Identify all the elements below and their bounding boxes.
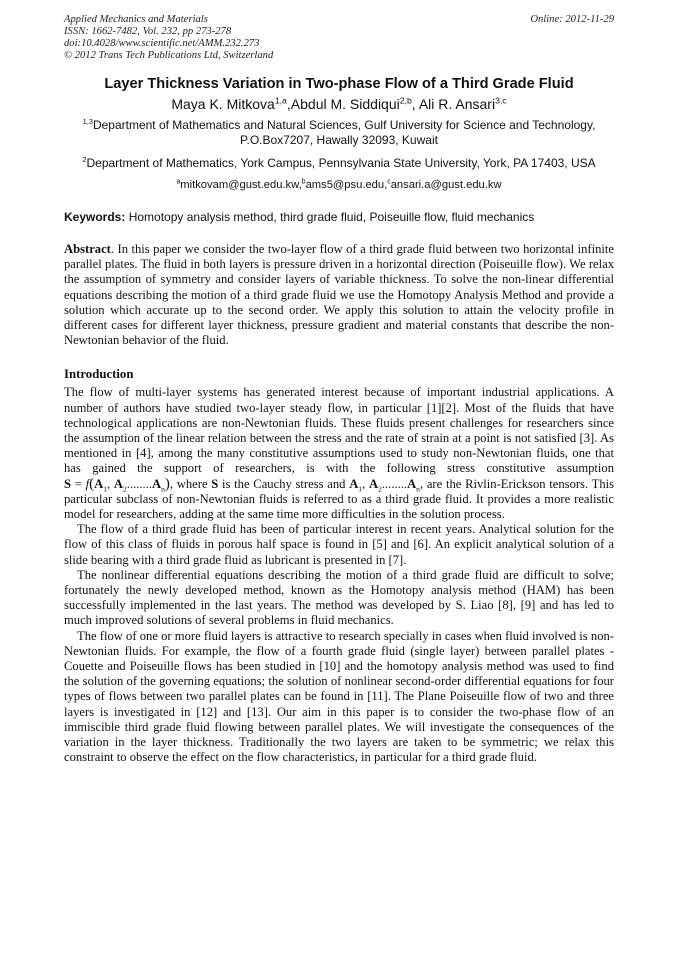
- author-name: Abdul M. Siddiqui: [290, 96, 400, 112]
- constitutive-equation: [64, 475, 170, 494]
- keywords-label: Keywords:: [64, 210, 126, 224]
- paragraph-text: , where: [169, 476, 212, 491]
- paper-page: [64, 14, 614, 766]
- math-operator: ........: [381, 476, 408, 491]
- email-mark: c: [387, 178, 391, 186]
- author-affiliation-mark: 2,b: [399, 95, 412, 106]
- abstract: [64, 242, 614, 348]
- email-mark: a: [176, 178, 181, 186]
- intro-paragraph-1: [64, 385, 614, 522]
- abstract-label: Abstract: [64, 242, 111, 256]
- online-date: Online: 2012-11-29: [530, 14, 614, 25]
- email-mark: b: [301, 178, 306, 186]
- math-subscript: 1: [358, 484, 363, 494]
- email-address: ams5@psu.edu,: [305, 179, 388, 191]
- math-subscript: 2: [123, 484, 127, 494]
- paragraph-text: The flow of multi-layer systems has generated interest because of important industrial applications. A number of authors have studied two-layer steady flow, in particular [1][2]. Most of the fluids that have technological applications are non-Newtonian fluids. These fluids present challenges for researchers since the assumption of the linear relation between the stress and the rate of strain at a point is not satisfied [3]. As mentioned in [4], among the many constitutive assumptions used to study non-Newtonian fluids, one that has gained the support of researchers, is with the following stress constitutive assumption: [64, 385, 614, 476]
- email-list: [64, 179, 614, 191]
- intro-paragraph-2: The flow of a third grade fluid has been of particular interest in recent years. Analytical solution for the flow of this class of fluids in porous half space is found in [5] and [6]. An explicit analytical solution of a slide bearing with a third grade fluid as lubricant is presented in [7].: [64, 522, 614, 567]
- keywords: [64, 210, 614, 224]
- author-name: Ali R. Ansari: [418, 96, 496, 112]
- author-list: [64, 96, 614, 112]
- paper-title: Layer Thickness Variation in Two-phase Flow of a Third Grade Fluid: [104, 76, 574, 92]
- email-address: ansari.a@gust.edu.kw: [390, 179, 502, 191]
- math-paren: (: [89, 475, 95, 492]
- section-heading: Introduction: [64, 367, 134, 382]
- math-subscript: 1: [103, 484, 107, 494]
- author-affiliation-mark: 1,a: [274, 95, 287, 106]
- affiliation-2: [64, 156, 614, 171]
- issn-line: ISSN: 1662-7482, Vol. 232, pp 273-278: [64, 26, 232, 37]
- copyright-line: © 2012 Trans Tech Publications Ltd, Switzerland: [64, 50, 274, 61]
- math-symbol: A: [368, 476, 379, 491]
- math-subscript: n: [416, 484, 420, 494]
- math-subscript: 2: [378, 484, 382, 494]
- affiliation-line: Department of Mathematics and Natural Sciences, Gulf University for Science and Technology,: [92, 118, 596, 132]
- author-separator: ,: [286, 96, 291, 112]
- author-name: Maya K. Mitkova: [171, 96, 275, 112]
- paragraph-text: , are the Rivlin-Erickson tensors. This particular subclass of non-Newtonian fluids is referred to as a third grade fluid. It provides a more realistic model for researchers, adding at the same time more difficulties in the solution process.: [64, 476, 615, 522]
- math-operator: ,: [362, 476, 369, 491]
- math-symbol: A: [113, 476, 124, 491]
- journal-header: [64, 14, 614, 62]
- math-symbol: A: [349, 476, 359, 491]
- author-affiliation-mark: 3,c: [495, 95, 507, 106]
- math-symbol: A: [94, 476, 104, 491]
- affiliation-1: [64, 118, 614, 148]
- email-address: mitkovam@gust.edu.kw,: [180, 179, 302, 191]
- journal-name: Applied Mechanics and Materials: [64, 14, 208, 25]
- tensor-list: [349, 476, 420, 494]
- math-symbol: S: [64, 476, 72, 491]
- doi-line: doi:10.4028/www.scientific.net/AMM.232.273: [64, 38, 260, 49]
- math-symbol: A: [407, 476, 417, 491]
- author-separator: ,: [411, 96, 419, 112]
- paragraph-text: is the Cauchy stress and: [218, 476, 350, 491]
- keywords-text: Homotopy analysis method, third grade fluid, Poiseuille flow, fluid mechanics: [125, 210, 535, 224]
- affiliation-mark: 1,3: [82, 117, 93, 126]
- intro-paragraph-3: The nonlinear differential equations describing the motion of a third grade fluid are difficult to solve; fortunately the newly developed method, known as the Homotopy analysis method (HAM) has been successfully implemented in the last years. The method was developed by S. Liao [8], [9] and has led to much improved solutions of several problems in fluid mechanics.: [64, 567, 614, 628]
- math-operator: ,: [107, 476, 114, 491]
- abstract-text: . In this paper we consider the two-layer flow of a third grade fluid between two horizontal infinite parallel plates. The fluid in both layers is pressure driven in a horizontal direction (Poiseuille flow). We relax the assumption of symmetry and consider layers of variable thickness. To solve the non-linear differential equations describing the motion of a third grade fluid we use the Homotopy Analysis Method and provide a solution which accurate up to the second order. We apply this solution to attain the velocity profile in different cases for different layer thickness, pressure gradient and material constants that describe the non-Newtonian behavior of the fluid.: [64, 242, 614, 348]
- math-symbol: A: [151, 476, 162, 491]
- affiliation-line: P.O.Box7207, Hawally 32093, Kuwait: [240, 133, 438, 147]
- math-symbol: f: [85, 476, 90, 491]
- math-operator: =: [71, 476, 86, 491]
- math-paren: ): [164, 475, 170, 492]
- math-symbol: S: [211, 476, 219, 491]
- affiliation-line: Department of Mathematics, York Campus, Pennsylvania State University, York, PA 17403, USA: [86, 156, 596, 170]
- intro-paragraph-4: The flow of one or more fluid layers is attractive to research specially in cases when fluid involved is non-Newtonian fluids. For example, the flow of a fourth grade fluid (single layer) between parallel plates - Couette and Poiseuille flows has been studied in [10] and the homotopy analysis method was used to find the solution of the governing equations; the solution of nonlinear second-order differential equations for four types of flows between two parallel plates can be found in [11]. The Plane Poiseuille flow of two and three layers is investigated in [12] and [13]. Our aim in this paper is to consider the two-phase flow of an immiscible third grade fluid flowing between parallel plates. We will investigate the consequences of the variation in the layer thickness. Traditionally the two layers are taken to be symmetric; we relax this constraint to observe the effect on the flow characteristics, in particular for a third grade fluid.: [64, 628, 614, 765]
- affiliation-mark: 2: [82, 155, 87, 164]
- math-subscript: n: [161, 484, 165, 494]
- math-operator: ........: [126, 476, 152, 491]
